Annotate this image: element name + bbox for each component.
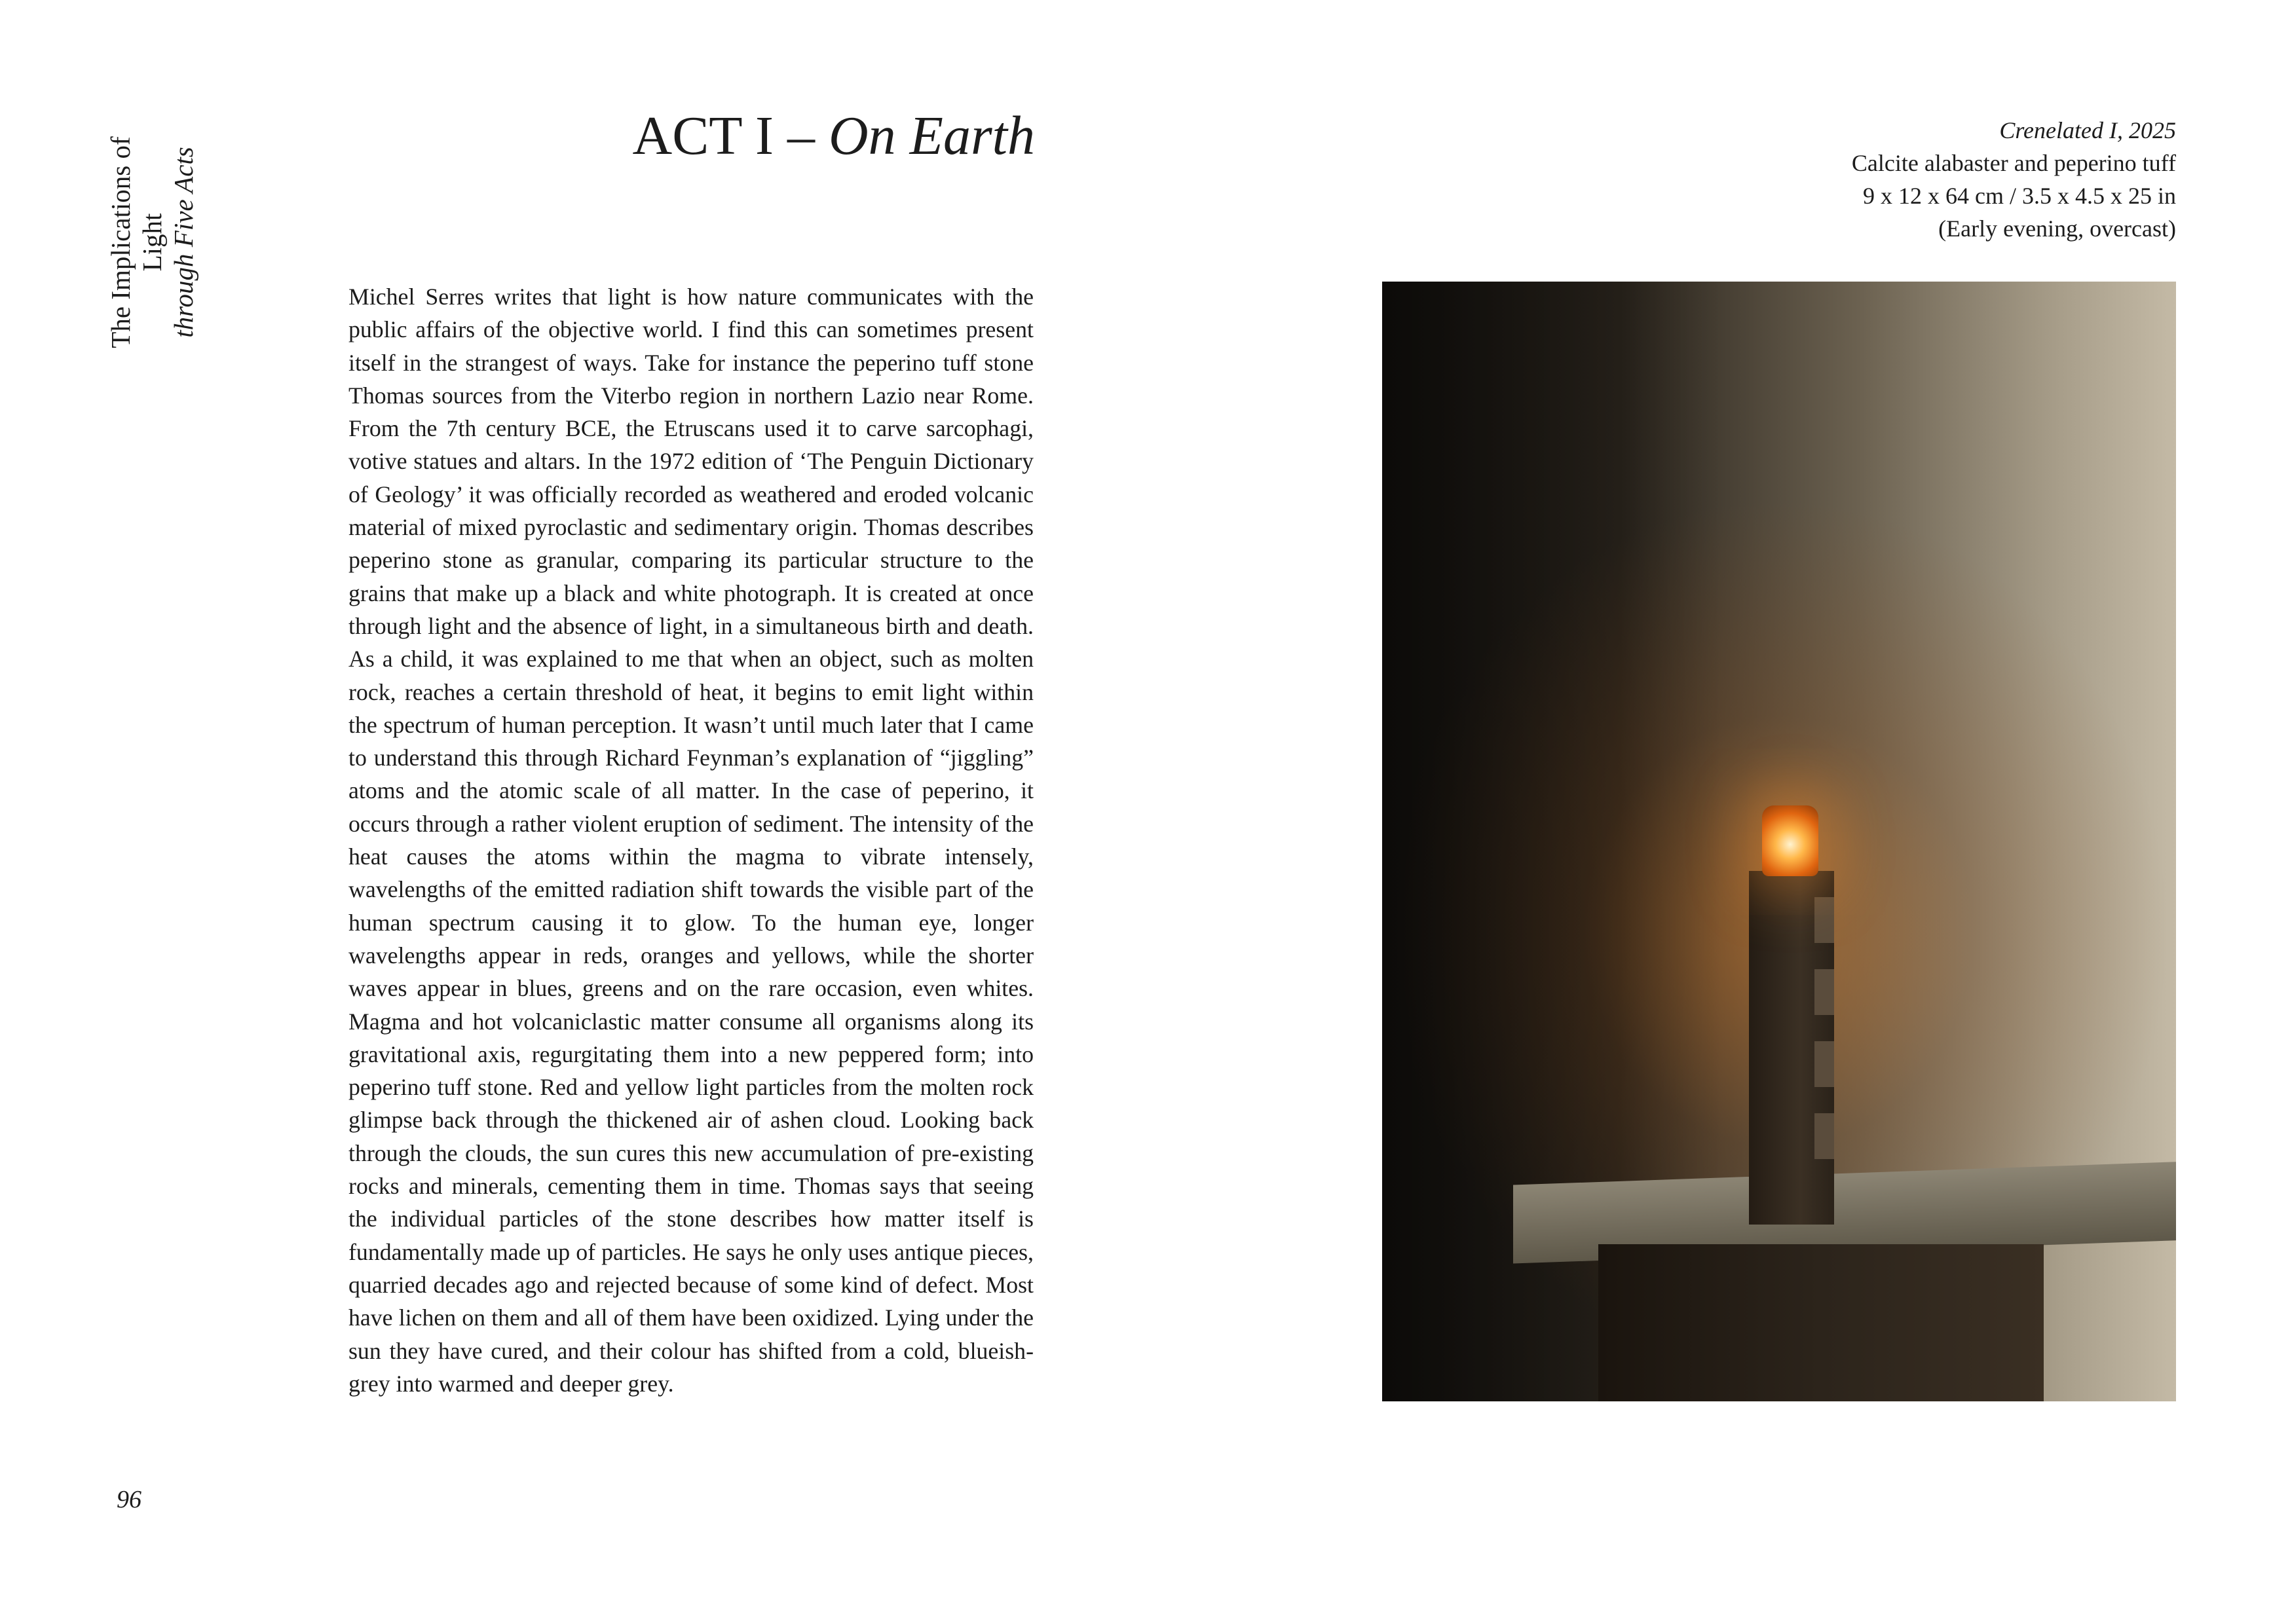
heading-sub: On Earth xyxy=(829,105,1035,166)
artwork-caption xyxy=(1586,114,2176,245)
heading-main: ACT I – xyxy=(632,105,815,166)
caption-title: Crenelated I, 2025 xyxy=(1999,117,2176,143)
photo-mantel-base xyxy=(1598,1244,2044,1401)
pillar-notch xyxy=(1814,1113,1834,1159)
running-header-title: The Implications of Light xyxy=(105,136,167,348)
running-header xyxy=(105,105,210,380)
pillar-notch xyxy=(1814,897,1834,943)
running-header-subtitle: through Five Acts xyxy=(168,147,198,338)
pillar-notch xyxy=(1814,1041,1834,1087)
pillar-notch xyxy=(1814,969,1834,1015)
caption-dimensions: 9 x 12 x 64 cm / 3.5 x 4.5 x 25 in xyxy=(1863,183,2176,209)
photo-tuff-pillar xyxy=(1749,871,1834,1225)
caption-materials: Calcite alabaster and peperino tuff xyxy=(1851,150,2176,176)
photo-alabaster-lamp xyxy=(1762,805,1818,876)
page-heading xyxy=(537,103,1035,169)
body-paragraph: Michel Serres writes that light is how nature communicates with the public affairs of the objective world. I find this can sometimes present itself in the strangest of ways. Take for instance the peperino tuff stone Thomas sources from the Viterbo region in northern Lazio near Rome. From the 7th century BCE, the Etruscans used it to carve sarcophagi, votive statues and altars. In the 1972 edition of ‘The Penguin Dictionary of Geology’ it was officially recorded as weathered and eroded volcanic material of mixed pyroclastic and sedimentary origin. Thomas describes peperino stone as granular, comparing its particular structure to the grains that make up a black and white photograph. It is created at once through light and the absence of light, in a simultaneous birth and death. As a child, it was explained to me that when an object, such as molten rock, reaches a certain threshold of heat, it begins to emit light within the spectrum of human perception. It wasn’t until much later that I came to understand this through Richard Feynman’s explanation of “jiggling” atoms and the atomic scale of all matter. In the case of peperino, it occurs through a rather violent eruption of sediment. The intensity of the heat causes the atoms within the magma to vibrate intensely, wavelengths of the emitted radiation shift towards the visible part of the human spectrum causing it to glow. To the human eye, longer wavelengths appear in reds, oranges and yellows, while the shorter waves appear in blues, greens and on the rare occasion, even whites. Magma and hot volcaniclastic matter consume all organisms along its gravitational axis, regurgitating them into a new peppered form; into peperino tuff stone. Red and yellow light particles from the molten rock glimpse back through the thickened air of ashen cloud. Looking back through the clouds, the sun cures this new accumulation of pre-existing rocks and minerals, cementing them in time. Thomas says that seeing the individual particles of the stone describes how matter itself is fundamentally made up of particles. He says he only uses antique pieces, quarried decades ago and rejected because of some kind of defect. Most have lichen on them and all of them have been oxidized. Lying under the sun they have cured, and their colour has shifted from a cold, blueish-grey into warmed and deeper grey. xyxy=(348,284,1034,1397)
artwork-photo xyxy=(1382,282,2176,1401)
caption-conditions: (Early evening, overcast) xyxy=(1938,215,2176,242)
page-number: 96 xyxy=(117,1486,141,1513)
body-text xyxy=(348,280,1034,1400)
